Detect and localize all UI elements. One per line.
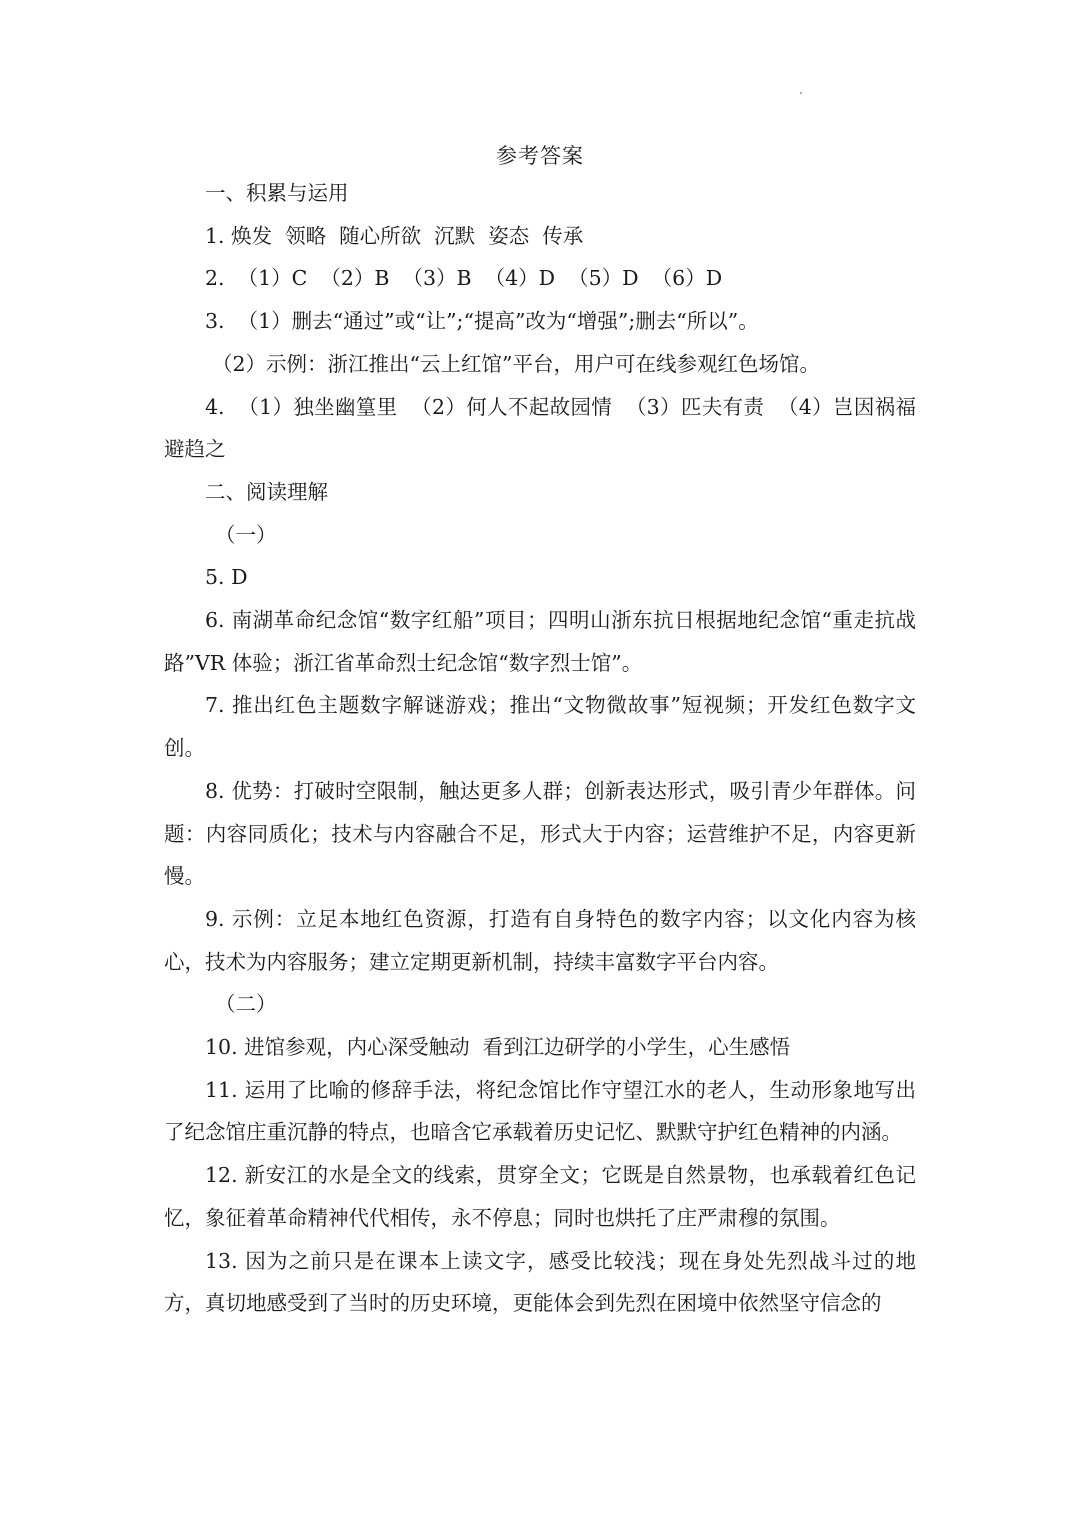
answer-item: 6. 南湖革命纪念馆“数字红船”项目；四明山浙东抗日根据地纪念馆“重走抗战路”VR 体验；浙江省革命烈士纪念馆“数字烈士馆”。 — [164, 608, 916, 675]
answer-item: 13. 因为之前只是在课本上读文字，感受比较浅；现在身处先烈战斗过的地方，真切地感受到了当时的历史环境，更能体会到先烈在困境中依然坚守信念的 — [164, 1248, 916, 1316]
answer-item: 1. 焕发 领略 随心所欲 沉默 姿态 传承 — [205, 223, 584, 248]
scan-speck — [800, 92, 802, 94]
answer-item: 7. 推出红色主题数字解谜游戏；推出“文物微故事”短视频；开发红色数字文创。 — [164, 693, 916, 761]
section-heading: 一、积累与运用 — [205, 181, 349, 205]
subsection-marker: （一） — [215, 522, 277, 547]
answer-item: （2）示例：浙江推出“云上红馆”平台，用户可在线参观红色场馆。 — [212, 351, 821, 376]
answer-body — [164, 172, 916, 1325]
subsection-marker: （二） — [215, 992, 277, 1017]
section-heading: 二、阅读理解 — [205, 479, 328, 504]
answer-item: 10. 进馆参观，内心深受触动 看到江边研学的小学生，心生感悟 — [205, 1035, 791, 1060]
answer-item: 12. 新安江的水是全文的线索，贯穿全文；它既是自然景物，也承载着红色记忆，象征着革命精神代代相传，永不停息；同时也烘托了庄严肃穆的氛围。 — [164, 1163, 916, 1230]
answer-item: 8. 优势：打破时空限制，触达更多人群；创新表达形式，吸引青少年群体。问题：内容同质化；技术与内容融合不足，形式大于内容；运营维护不足，内容更新慢。 — [164, 778, 916, 889]
answer-item: 5. D — [205, 565, 248, 590]
answer-item: 11. 运用了比喻的修辞手法，将纪念馆比作守望江水的老人，生动形象地写出了纪念馆庄重沉静的特点，也暗含它承载着历史记忆、默默守护红色精神的内涵。 — [164, 1077, 916, 1145]
answer-item: 3. （1）删去“通过”或“让”;“提高”改为“增强”;删去“所以”。 — [205, 309, 759, 334]
answer-item: 4. （1）独坐幽篁里 （2）何人不起故园情 （3）匹夫有责 （4）岂因祸福避趋之 — [164, 394, 916, 462]
page-title: 参考答案 — [496, 144, 584, 168]
answer-item: 2. （1）C （2）B （3）B （4）D （5）D （6）D — [205, 266, 723, 291]
answer-item: 9. 示例：立足本地红色资源，打造有自身特色的数字内容；以文化内容为核心，技术为内容服务；建立定期更新机制，持续丰富数字平台内容。 — [164, 906, 916, 974]
